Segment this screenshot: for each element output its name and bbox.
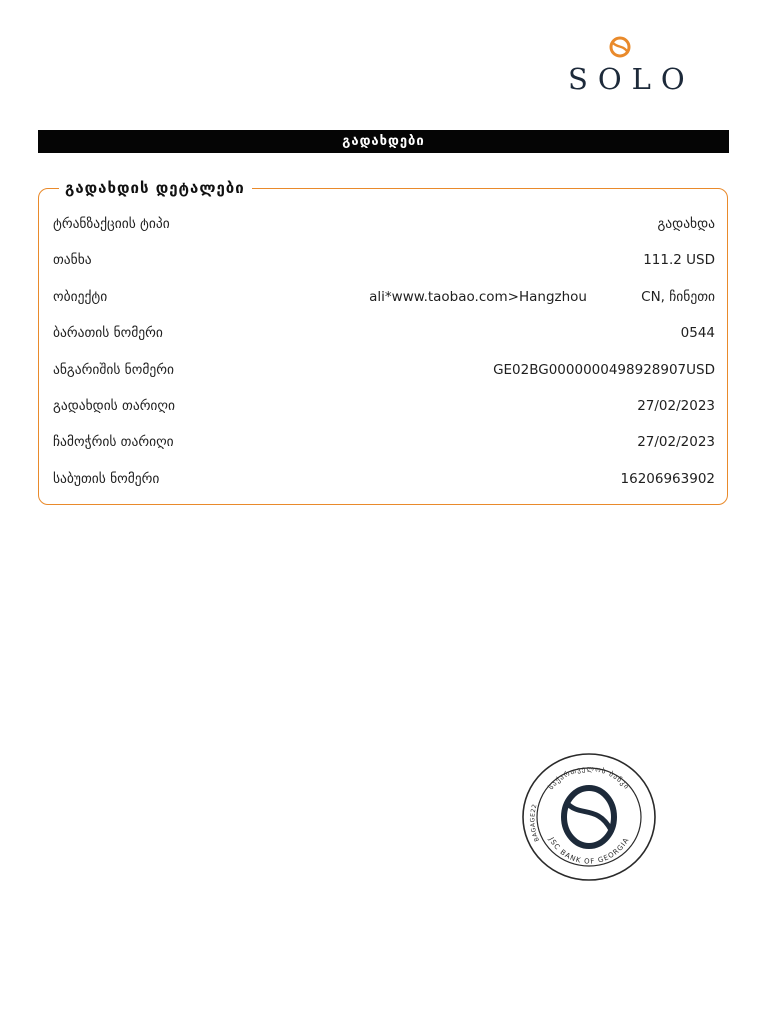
logo-text: SOLO — [568, 62, 695, 96]
document-number-label: საბუთის ნომერი — [53, 470, 160, 487]
payment-date-value: 27/02/2023 — [637, 397, 715, 414]
transaction-type-value: გადახდა — [657, 216, 715, 232]
payment-details-title: გადახდის დეტალები — [59, 177, 252, 199]
debit-date-label: ჩამოჭრის თარიღი — [53, 434, 174, 451]
amount-label: თანხა — [53, 252, 92, 269]
payment-details-box — [38, 179, 728, 505]
document-number-value: 16206963902 — [620, 470, 715, 487]
merchant-country-value: CN, ჩინეთი — [641, 288, 715, 305]
merchant-name-value: ali*www.taobao.com>Hangzhou — [369, 288, 587, 305]
detail-row-document-number — [53, 468, 715, 504]
account-number-value: GE02BG0000000498928907USD — [493, 361, 715, 378]
stamp-bottom-text: JSC BANK OF GEORGIA — [547, 836, 631, 866]
debit-date-value: 27/02/2023 — [637, 434, 715, 451]
svg-text:JSC BANK OF GEORGIA — [547, 835, 631, 865]
detail-row-transaction-type — [53, 213, 715, 249]
svg-text:BAGAGE22 — [529, 803, 541, 842]
transaction-type-label: ტრანზაქციის ტიპი — [53, 216, 170, 232]
stamp-left-text: BAGAGE22 — [529, 803, 541, 843]
stamp-logo-icon — [564, 788, 614, 846]
bank-stamp — [521, 752, 657, 882]
account-number-label: ანგარიშის ნომერი — [53, 361, 174, 378]
detail-row-debit-date — [53, 431, 715, 467]
merchant-label: ობიექტი — [53, 288, 108, 305]
detail-row-amount — [53, 249, 715, 285]
detail-row-payment-date — [53, 395, 715, 431]
detail-row-account-number — [53, 359, 715, 395]
details-rows — [53, 213, 715, 504]
card-number-label: ბარათის ნომერი — [53, 325, 163, 342]
stamp-top-text: საქართველოს ბანკი — [547, 764, 631, 792]
solo-logo-icon — [609, 34, 631, 60]
detail-row-merchant — [53, 286, 715, 322]
solo-logo — [558, 34, 695, 96]
detail-row-card-number — [53, 322, 715, 358]
amount-value: 111.2 USD — [643, 252, 715, 269]
card-number-value: 0544 — [680, 325, 715, 342]
page-header-bar: გადახდები — [38, 130, 729, 153]
payment-date-label: გადახდის თარიღი — [53, 397, 176, 414]
